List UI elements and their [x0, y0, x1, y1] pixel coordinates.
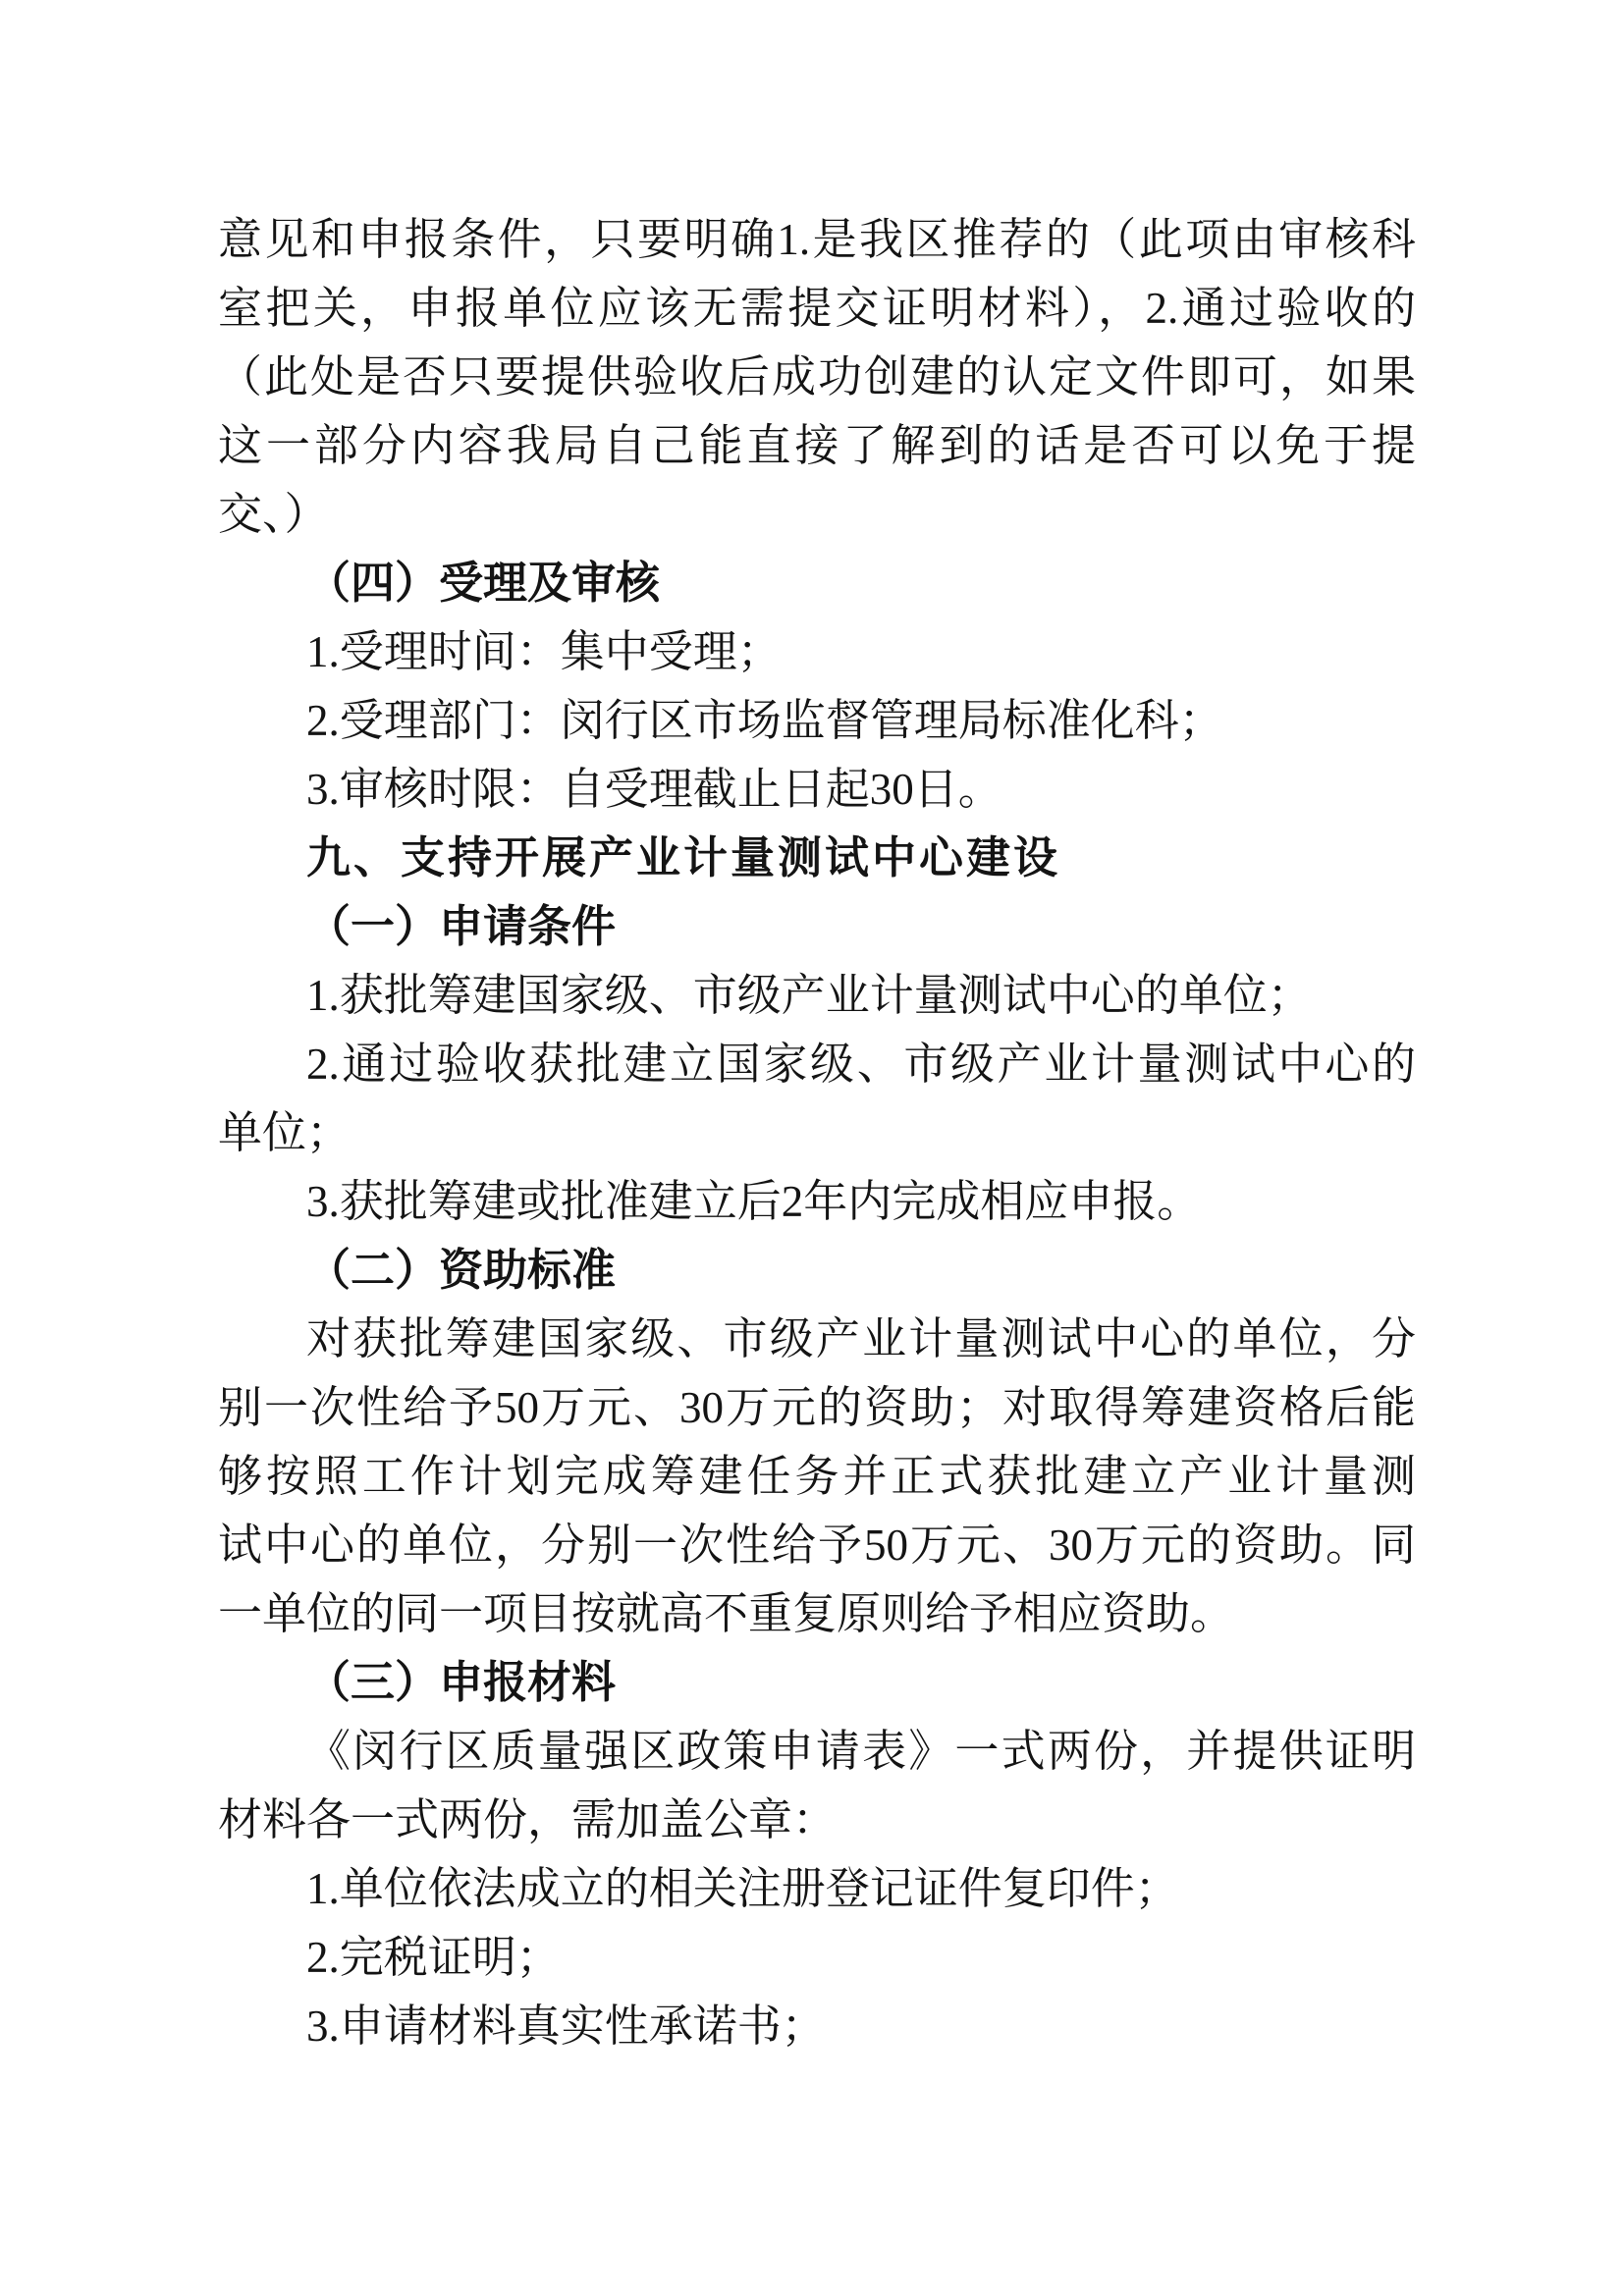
text-line: 意见和申报条件，只要明确1.是我区推荐的（此项由审核科 — [218, 215, 1416, 264]
text-line: （三）申报材料 — [306, 1658, 617, 1707]
text-line: 材料各一式两份，需加盖公章： — [218, 1795, 838, 1844]
text-line: （此处是否只要提供验收后成功创建的认定文件即可，如果 — [218, 352, 1416, 401]
text-line: （四）受理及审核 — [306, 559, 661, 608]
text-line: 交、） — [218, 490, 329, 539]
text-line: 1.获批筹建国家级、市级产业计量测试中心的单位； — [306, 971, 1312, 1020]
text-line: （一）申请条件 — [306, 902, 617, 951]
text-line: 室把关，申报单位应该无需提交证明材料），2.通过验收的 — [218, 284, 1416, 333]
text-line: 3.获批筹建或批准建立后2年内完成相应申报。 — [306, 1177, 1202, 1226]
text-line: 2.完税证明； — [306, 1933, 561, 1982]
document-text-block — [218, 205, 1416, 2060]
text-line: 1.单位依法成立的相关注册登记证件复印件； — [306, 1864, 1179, 1913]
text-line: 《闵行区质量强区政策申请表》一式两份，并提供证明 — [306, 1727, 1416, 1776]
text-line: 对获批筹建国家级、市级产业计量测试中心的单位，分 — [306, 1314, 1416, 1363]
text-line: 试中心的单位，分别一次性给予50万元、30万元的资助。同 — [218, 1521, 1416, 1570]
text-line: 九、支持开展产业计量测试中心建设 — [306, 832, 1061, 882]
text-line: （二）资助标准 — [306, 1246, 617, 1295]
text-line: 1.受理时间：集中受理； — [306, 627, 782, 676]
text-line: 单位； — [218, 1108, 352, 1157]
text-line: 2.受理部门：闵行区市场监督管理局标准化科； — [306, 696, 1223, 745]
text-line: 2.通过验收获批建立国家级、市级产业计量测试中心的 — [306, 1040, 1416, 1089]
text-line: 这一部分内容我局自己能直接了解到的话是否可以免于提 — [218, 421, 1416, 470]
text-line: 够按照工作计划完成筹建任务并正式获批建立产业计量测 — [218, 1452, 1416, 1501]
text-line: 3.申请材料真实性承诺书； — [306, 2002, 826, 2051]
text-line: 3.审核时限：自受理截止日起30日。 — [306, 765, 1002, 814]
text-line: 别一次性给予50万元、30万元的资助；对取得筹建资格后能 — [218, 1383, 1416, 1432]
text-line: 一单位的同一项目按就高不重复原则给予相应资助。 — [218, 1589, 1235, 1638]
